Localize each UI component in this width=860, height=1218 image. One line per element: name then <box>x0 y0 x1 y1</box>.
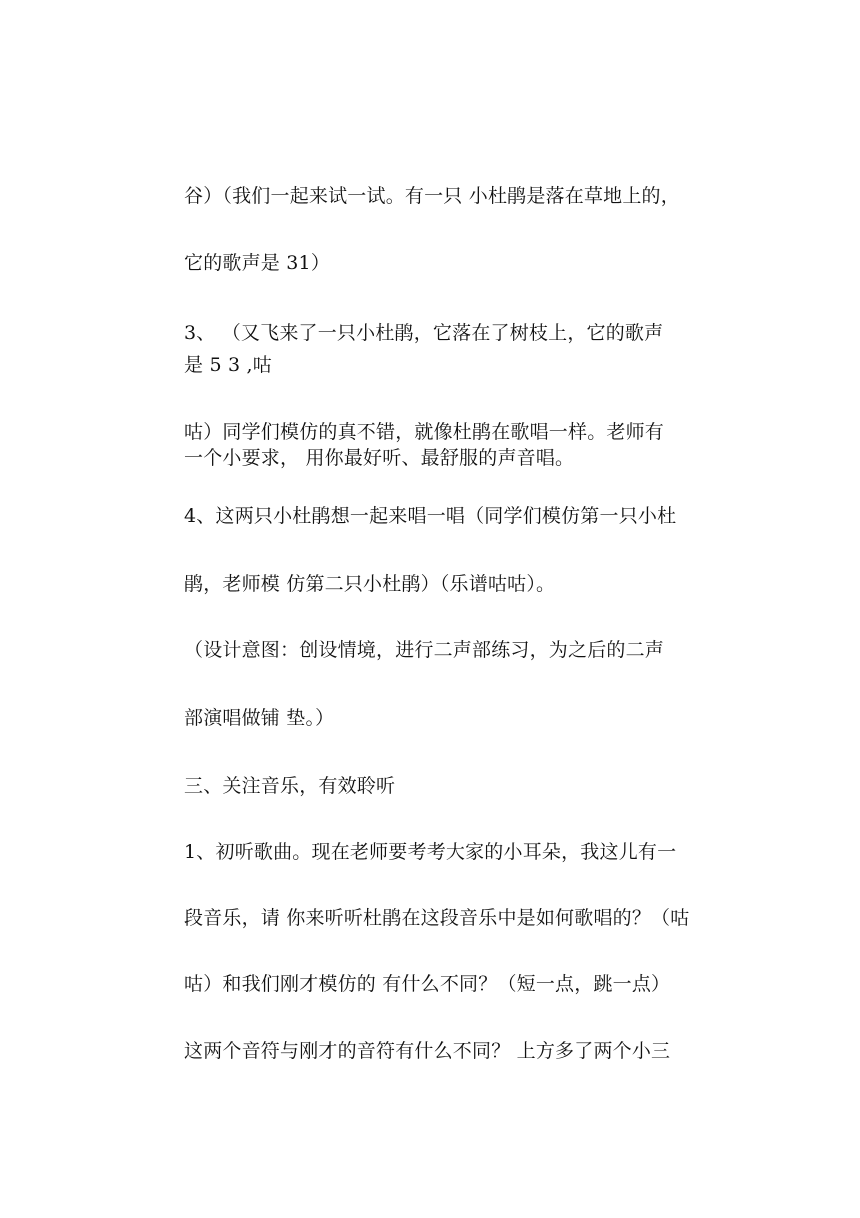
text-line: 1、初听歌曲。现在老师要考考大家的小耳朵，我这儿有一 <box>184 841 677 863</box>
text-line: 3、 （又飞来了一只小杜鹃，它落在了树枝上，它的歌声 <box>184 322 664 344</box>
text-line: 鹃，老师模 仿第二只小杜鹃）（乐谱咕咕）。 <box>184 573 556 595</box>
text-line: 谷）（我们一起来试一试。有一只 小杜鹃是落在草地上的， <box>184 185 680 207</box>
text-line: 段音乐，请 你来听听杜鹃在这段音乐中是如何歌唱的？（咕 <box>184 907 690 929</box>
section-heading: 三、关注音乐，有效聆听 <box>184 775 396 797</box>
text-line: 部演唱做铺 垫。） <box>184 707 335 729</box>
text-line: 是 5 3 ,咕 <box>184 354 272 376</box>
text-line: 它的歌声是 31） <box>184 252 331 274</box>
text-line: 这两个音符与刚才的音符有什么不同？ 上方多了两个小三 <box>184 1040 671 1062</box>
text-line: （设计意图：创设情境，进行二声部练习，为之后的二声 <box>184 639 665 661</box>
text-line: 咕）同学们模仿的真不错，就像杜鹃在歌唱一样。老师有 <box>184 421 665 443</box>
text-line: 4、这两只小杜鹃想一起来唱一唱（同学们模仿第一只小杜 <box>184 505 677 527</box>
text-line: 咕）和我们刚才模仿的 有什么不同？（短一点，跳一点） <box>184 973 671 995</box>
text-line: 一个小要求， 用你最好听、最舒服的声音唱。 <box>184 447 575 469</box>
